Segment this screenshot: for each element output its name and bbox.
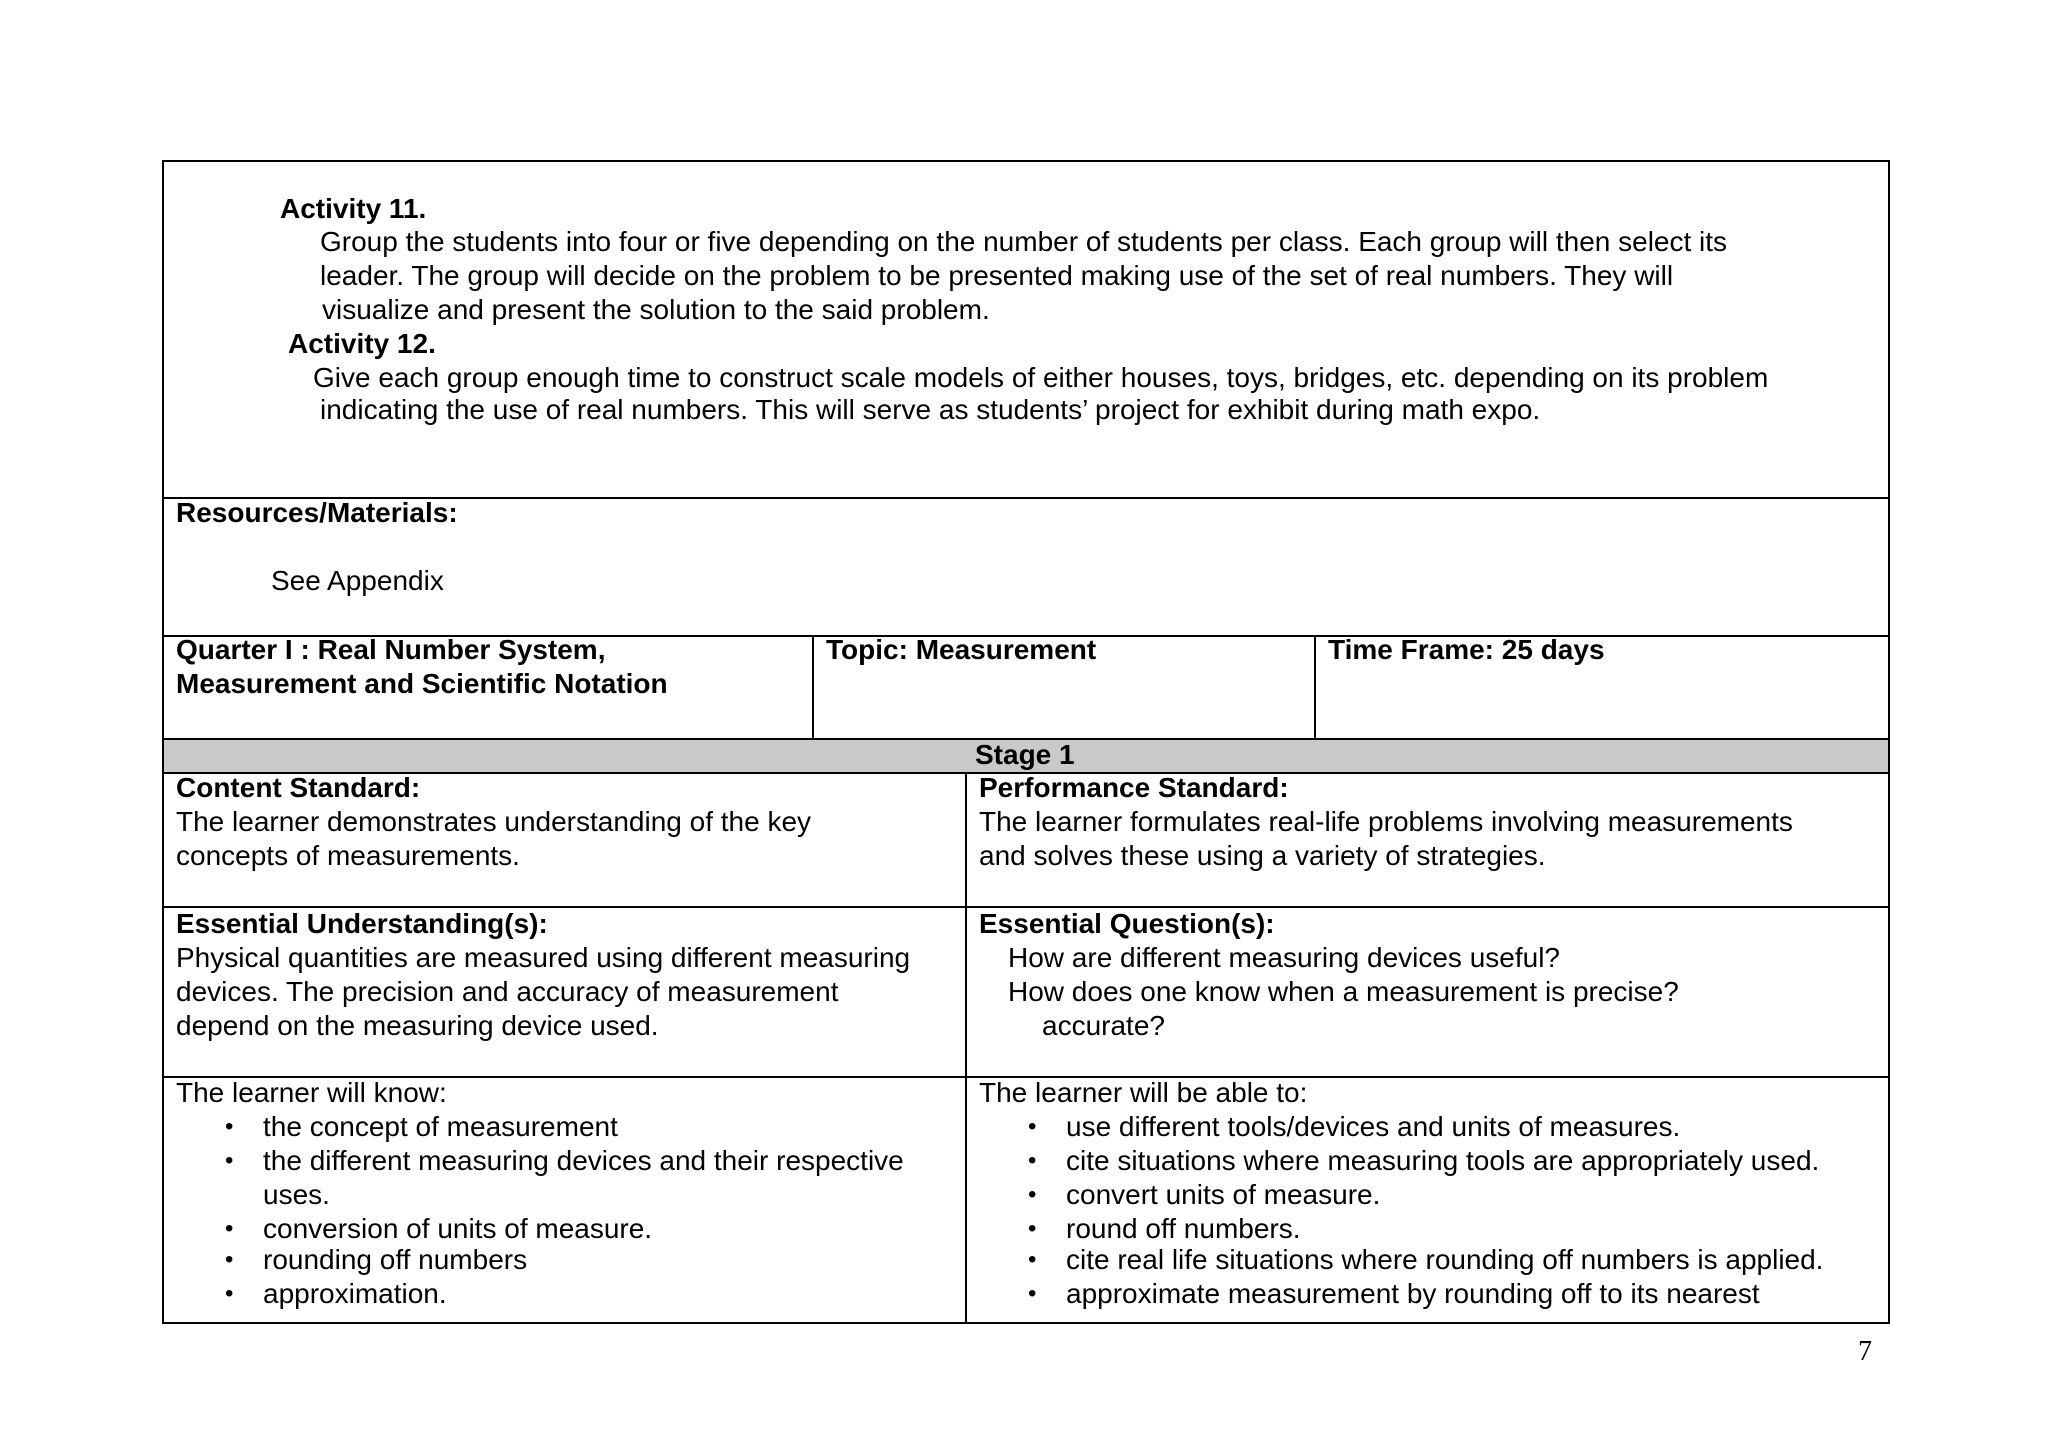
time-frame-label: Time Frame: 25 days (1328, 634, 1605, 665)
know-item-2: the different measuring devices and their respective (263, 1145, 904, 1176)
bullet-icon: • (225, 1215, 234, 1242)
activity-12-line-1: Give each group enough time to construct scale models of either houses, toys, bridges, etc. depending on its problem (313, 362, 1769, 393)
know-item-5: approximation. (263, 1278, 447, 1309)
essential-understanding-title: Essential Understanding(s): (176, 908, 548, 939)
divider-quarter-topic (812, 635, 814, 738)
performance-standard-line-2: and solves these using a variety of strategies. (979, 840, 1546, 871)
essential-understanding-line-1: Physical quantities are measured using different measuring (176, 942, 911, 973)
know-item-2-cont: uses. (263, 1179, 330, 1210)
activity-12-title: Activity 12. (288, 328, 436, 359)
essential-question-1: How are different measuring devices useful? (1008, 942, 1561, 973)
bullet-icon: • (225, 1246, 234, 1273)
essential-understanding-line-2: devices. The precision and accuracy of measurement (176, 976, 839, 1007)
able-item-6: approximate measurement by rounding off to its nearest (1066, 1278, 1760, 1309)
know-item-3: conversion of units of measure. (263, 1213, 653, 1244)
able-item-1: use different tools/devices and units of measures. (1066, 1111, 1681, 1142)
able-intro: The learner will be able to: (979, 1077, 1308, 1108)
performance-standard-title: Performance Standard: (979, 772, 1289, 803)
stage-label: Stage 1 (975, 739, 1075, 770)
activity-11-title: Activity 11. (280, 193, 427, 224)
able-item-2: cite situations where measuring tools are appropriately used. (1066, 1145, 1820, 1176)
able-item-3: convert units of measure. (1066, 1179, 1381, 1210)
content-standard-line-1: The learner demonstrates understanding of the key (176, 806, 812, 837)
bullet-icon: • (1028, 1246, 1037, 1273)
activity-11-line-2: leader. The group will decide on the problem to be presented making use of the set of real numbers. They will (320, 260, 1674, 291)
divider-topic-time (1314, 635, 1316, 738)
able-item-5: cite real life situations where rounding off numbers is applied. (1066, 1244, 1824, 1275)
essential-question-title: Essential Question(s): (979, 908, 1275, 939)
content-standard-title: Content Standard: (176, 772, 421, 803)
bullet-icon: • (1028, 1113, 1037, 1140)
know-intro: The learner will know: (176, 1077, 447, 1108)
bullet-icon: • (1028, 1215, 1037, 1242)
bullet-icon: • (225, 1280, 234, 1307)
essential-question-2: How does one know when a measurement is precise? (1008, 976, 1679, 1007)
performance-standard-line-1: The learner formulates real-life problems involving measurements (979, 806, 1793, 837)
bullet-icon: • (1028, 1280, 1037, 1307)
resources-body: See Appendix (271, 565, 444, 596)
divider-columns (965, 772, 967, 1324)
activity-12-line-2: indicating the use of real numbers. This will serve as students’ project for exhibit during math expo. (320, 394, 1541, 425)
topic-label: Topic: Measurement (826, 634, 1097, 665)
know-item-4: rounding off numbers (263, 1244, 528, 1275)
quarter-label-line-2: Measurement and Scientific Notation (176, 668, 668, 699)
essential-question-2-cont: accurate? (1042, 1010, 1165, 1041)
activity-11-line-1: Group the students into four or five depending on the number of students per class. Each group will then select its (320, 226, 1728, 257)
page-number: 7 (1858, 1336, 1872, 1367)
bullet-icon: • (225, 1147, 234, 1174)
bullet-icon: • (225, 1113, 234, 1140)
resources-title: Resources/Materials: (176, 497, 458, 528)
content-standard-line-2: concepts of measurements. (176, 840, 520, 871)
know-item-1: the concept of measurement (263, 1111, 618, 1142)
able-item-4: round off numbers. (1066, 1213, 1301, 1244)
bullet-icon: • (1028, 1147, 1037, 1174)
activity-11-line-3: visualize and present the solution to the said problem. (322, 294, 990, 325)
quarter-label-line-1: Quarter I : Real Number System, (176, 634, 606, 665)
bullet-icon: • (1028, 1181, 1037, 1208)
essential-understanding-line-3: depend on the measuring device used. (176, 1010, 659, 1041)
